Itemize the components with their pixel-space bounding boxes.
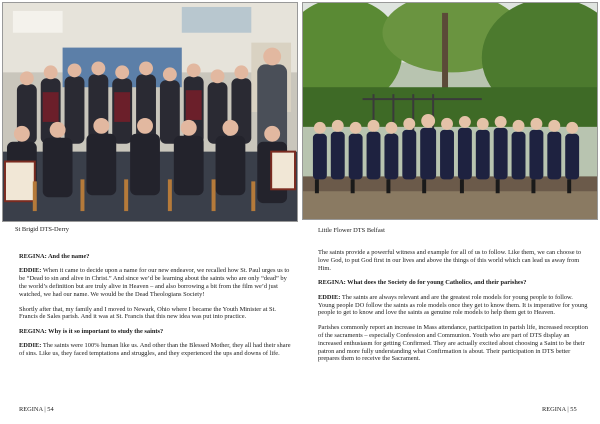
right-text-column xyxy=(318,249,590,370)
question-study-saints xyxy=(19,328,295,336)
page-footer-left: REGINA | 54 xyxy=(19,406,54,413)
paragraph-witness: The saints provide a powerful witness and example for all of us to follow. Like them, we can choose to love God, to put God first in our lives and above the things of this world which can lead us away from Him. xyxy=(318,249,582,272)
photo-little-flower-group xyxy=(302,2,598,220)
photo-caption-little-flower: Little Flower DTS Belfast xyxy=(318,227,385,234)
garden-photo-illustration xyxy=(303,3,597,219)
answer-text: When it came to decide upon a name for our new endeavor, we recalled how St. Paul urges us to be “Dead to sin and alive in Christ.” And since we’d be learning about the saints who are only “dead” by the world’s definition but are truly alive in Heaven – and also borrowing a bit from the film we’d just watched, we had our name. We would be the Dead Theologians Society! xyxy=(19,267,290,299)
left-text-column xyxy=(19,253,295,365)
question-name xyxy=(19,253,295,261)
answer-name xyxy=(19,267,295,299)
answer-society xyxy=(318,294,590,318)
answer-text: The saints are always relevant and are the greatest role models for young people to follow. Young people DO follow the saints as role models once they get to know them. It is imperative for young people to get to know and love the saints as genuine role models to help them get to Heaven. xyxy=(318,293,588,317)
answer-study-saints xyxy=(19,342,295,358)
speaker-label: EDDIE: xyxy=(19,267,42,275)
photo-st-brigid-group xyxy=(2,2,298,222)
speaker-label: EDDIE: xyxy=(318,293,341,301)
question-society xyxy=(318,279,590,287)
page-footer-right: REGINA | 55 xyxy=(542,406,577,413)
question-text: REGINA: What does the Society do for young Catholics, and their parishes? xyxy=(318,279,527,287)
paragraph-parishes: Parishes commonly report an increase in Mass attendance, participation in parish life, increased reception of the sacraments – especially Confession and Communion. Youth who are part of DTS display an increased enthusiasm for getting Confirmed. They are actually excited about choosing a Saint to be their patron and more fully understanding what Confirmation is about. Their participation in DTS better prepares them to receive the Sacrament. xyxy=(318,323,588,363)
photo-caption-st-brigid: St Brigid DTS-Derry xyxy=(15,226,69,233)
speaker-label: EDDIE: xyxy=(19,342,42,350)
answer-text: The saints were 100% human like us. And other than the Blessed Mother, they all had their share of sins. Like us, they faced temptations and struggles, and they experienced the ups and downs of life. xyxy=(19,342,291,358)
classroom-photo-illustration xyxy=(3,3,297,221)
paragraph-newark: Shortly after that, my family and I moved to Newark, Ohio where I became the Youth Minister at St. Francis de Sales parish. And it was at St. Francis that this new idea was put into practice. xyxy=(19,305,276,321)
question-text: REGINA: And the name? xyxy=(19,253,90,260)
question-text: REGINA: Why is it so important to study the saints? xyxy=(19,327,164,335)
